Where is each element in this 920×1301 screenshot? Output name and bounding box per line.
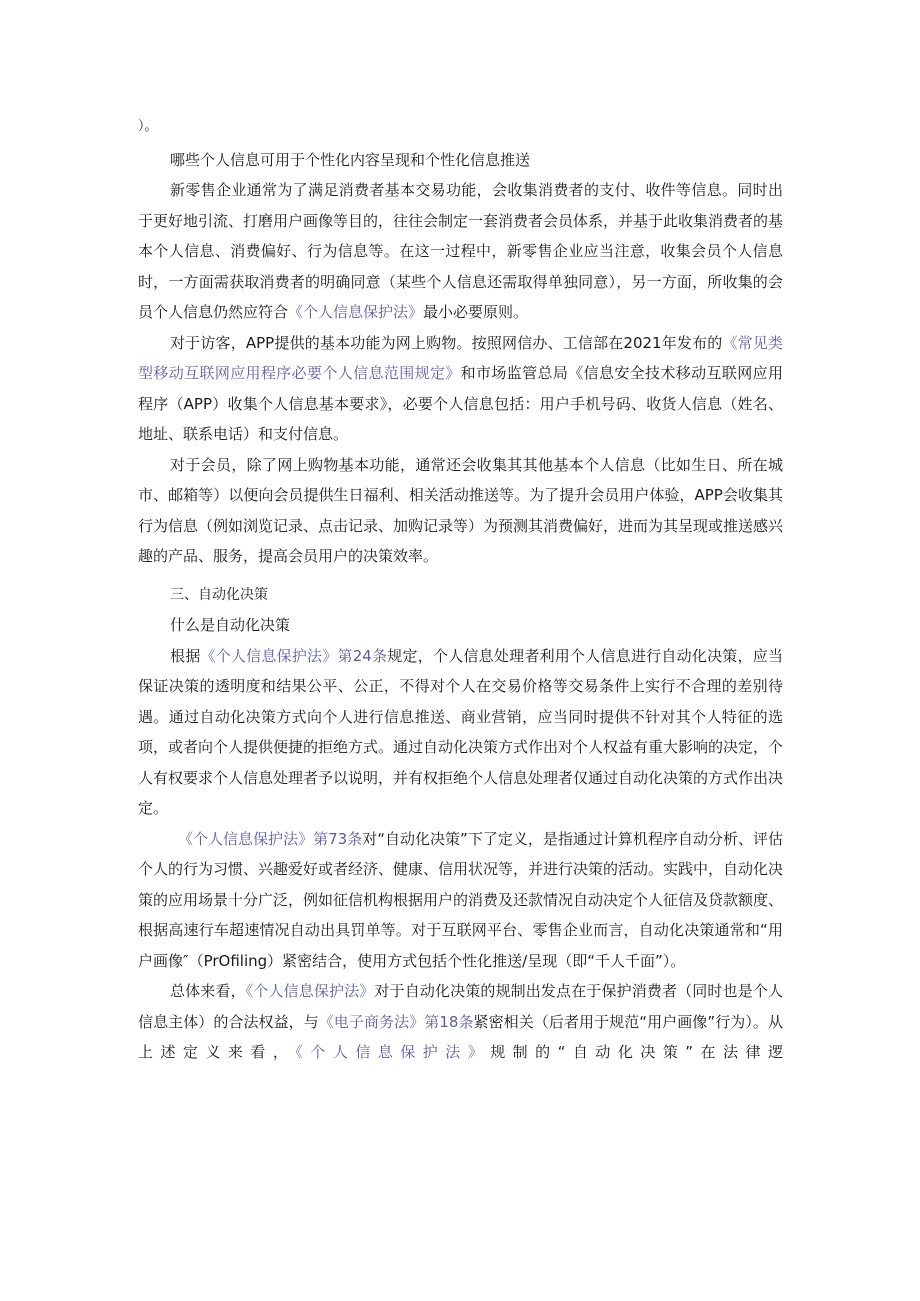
ecommerce-law-link[interactable]: 《电子商务法》第18条 — [318, 1012, 474, 1031]
paragraph-overall — [138, 976, 783, 1068]
text: 根据 — [170, 646, 201, 665]
paragraph-fragment: ）。 — [138, 119, 158, 134]
text: 对于访客，APP提供的基本功能为网上购物。按照网信办、工信部在2021年发布的 — [170, 333, 723, 352]
subheading-what-is-automated-decision: 什么是自动化决策 — [170, 616, 291, 634]
text: 总体来看， — [170, 982, 246, 1000]
text: 和市场监管总局《信息安全技术移动互联网应用程序（APP）收集个人信息基本要求》，必要个人信息包括：用户手机号码、收货人信息（姓名、地址、联系电话）和支付信息。 — [138, 364, 783, 443]
regulation-link[interactable]: 《常见类型移动互联网应用程序必要个人信息范围规定》 — [138, 333, 783, 382]
text: 紧密相关（后者用于规范“用户画像”行为）。从上述定义来看， — [138, 1012, 783, 1061]
document-page — [138, 112, 783, 1068]
text: 新零售企业通常为了满足消费者基本交易功能，会收集消费者的支付、收件等信息。同时出于更好地引流、打磨用户画像等目的，往往会制定一套消费者会员体系，并基于此收集消费者的基本个人信息、消费偏好、行为信息等。在这一过程中，新零售企业应当注意，收集会员个人信息时，一方面需获取消费者的明确同意（某些个人信息还需取得单独同意），另一方面，所收集的会员个人信息仍然应符合 — [138, 181, 784, 321]
paragraph-article-24 — [138, 641, 783, 824]
text: 对“自动化决策”下了定义，是指通过计算机程序自动分析、评估个人的行为习惯、兴趣爱好或者经济、健康、信用状况等，并进行决策的活动。实践中，自动化决策的应用场景十分广泛，例如征信机构根据用户的消费及还款情况自动决定个人征信及贷款额度、根据高速行车超速情况自动出具罚单等。对于互联网平台、零售企业而言，自动化决策通常和“用户画像″（PrOfiling）紧密结合，使用方式包括个性化推送/呈现（即“千人千面”）。 — [138, 829, 784, 970]
section-heading-automated-decision: 三、自动化决策 — [170, 586, 268, 603]
paragraph-members: 对于会员，除了网上购物基本功能，通常还会收集其其他基本个人信息（比如生日、所在城市、邮箱等）以便向会员提供生日福利、相关活动推送等。为了提升会员用户体验，APP会收集其行为信息（例如浏览记录、点击记录、加购记录等）为预测其消费偏好，进而为其呈现或推送感兴趣的产品、服务，提高会员用户的决策效率。 — [138, 455, 784, 565]
subheading-personalization: 哪些个人信息可用于个性化内容呈现和个性化信息推送 — [170, 150, 531, 169]
paragraph-article-73 — [138, 824, 783, 977]
paragraph-new-retail — [138, 175, 783, 328]
law-link[interactable]: 《个人信息保护法》 — [288, 303, 424, 321]
text: 最小必要原则。 — [423, 303, 529, 321]
law-article-24-link[interactable]: 《个人信息保护法》第24条 — [200, 646, 388, 665]
text: 对于自动化决策的规制出发点在于保护消费者（同时也是个人信息主体）的合法权益，与 — [138, 982, 783, 1031]
text: 规定，个人信息处理者利用个人信息进行自动化决策，应当保证决策的透明度和结果公平、公正，不得对个人在交易价格等交易条件上实行不合理的差别待遇。通过自动化决策方式向个人进行信息推送、商业营销，应当同时提供不针对其个人特征的选项，或者向个人提供便捷的拒绝方式。通过自动化决策方式作出对个人权益有重大影响的决定，个人有权要求个人信息处理者予以说明，并有权拒绝个人信息处理者仅通过自动化决策的方式作出决定。 — [138, 646, 784, 817]
law-link[interactable]: 《个人信息保护法》 — [245, 982, 375, 1000]
text: 规制的“自动化决策”在法律逻 — [490, 1043, 783, 1061]
law-article-73-link[interactable]: 《个人信息保护法》第73条 — [178, 829, 363, 848]
law-link[interactable]: 《个人信息保护法》 — [295, 1043, 491, 1061]
paragraph-visitors — [138, 328, 783, 450]
